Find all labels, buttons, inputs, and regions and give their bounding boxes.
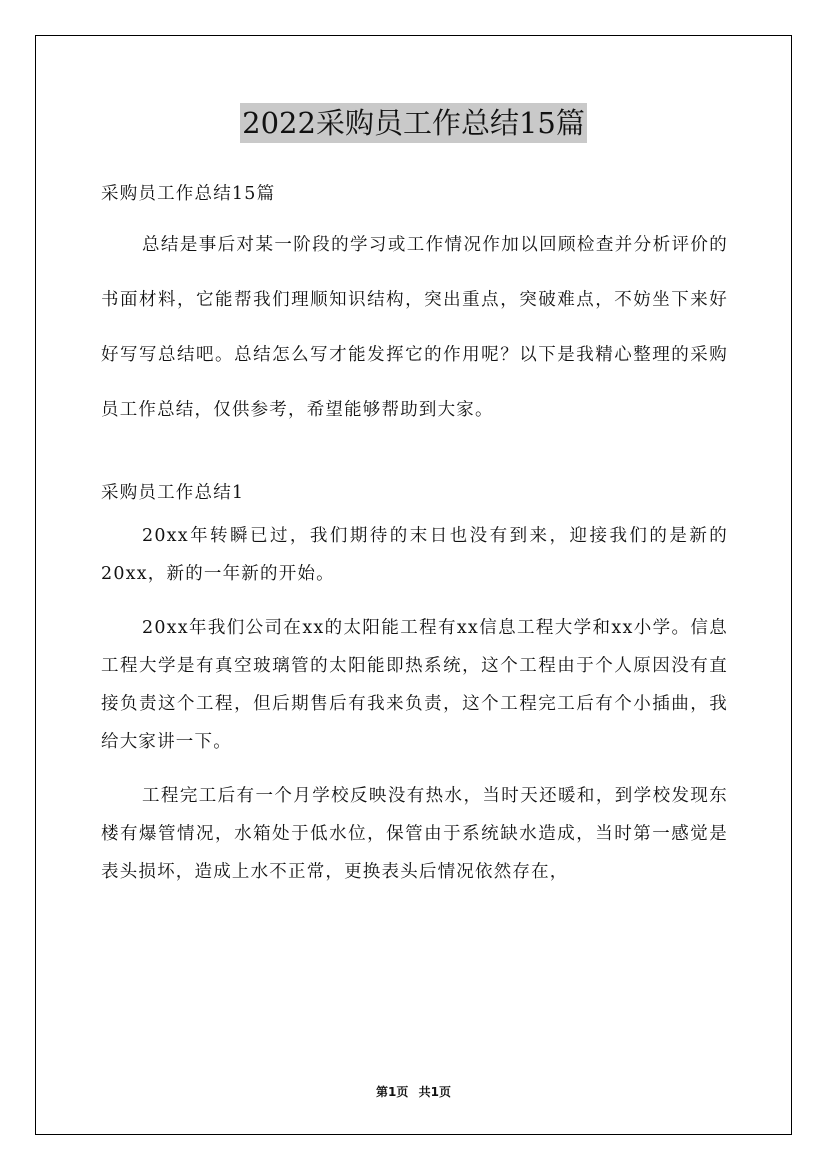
intro-paragraph: 总结是事后对某一阶段的学习或工作情况作加以回顾检查并分析评价的书面材料，它能帮我们理顺知识结构，突出重点，突破难点，不妨坐下来好好写写总结吧。总结怎么写才能发挥它的作用呢？以下是我精心整理的采购员工作总结，仅供参考，希望能够帮助到大家。 xyxy=(101,235,728,420)
body-paragraph: 20xx年转瞬已过，我们期待的末日也没有到来，迎接我们的是新的20xx，新的一年新的开始。 xyxy=(101,526,728,584)
document-subtitle: 采购员工作总结15篇 xyxy=(101,184,276,204)
page-total: 共1页 xyxy=(418,1085,451,1099)
page-footer xyxy=(0,1083,827,1100)
page-number: 第1页 xyxy=(376,1085,409,1099)
body-paragraph: 工程完工后有一个月学校反映没有热水，当时天还暖和，到学校发现东楼有爆管情况，水箱处于低水位，保管由于系统缺水造成，当时第一感觉是表头损坏，造成上水不正常，更换表头后情况依然存在， xyxy=(101,786,728,882)
document-title xyxy=(0,103,827,143)
document-title-text: 2022采购员工作总结15篇 xyxy=(240,103,587,143)
document-body xyxy=(101,174,728,891)
section-heading: 采购员工作总结1 xyxy=(101,483,245,503)
body-paragraph: 20xx年我们公司在xx的太阳能工程有xx信息工程大学和xx小学。信息工程大学是有真空玻璃管的太阳能即热系统，这个工程由于个人原因没有直接负责这个工程，但后期售后有我来负责，这个工程完工后有个小插曲，我给大家讲一下。 xyxy=(101,618,728,752)
